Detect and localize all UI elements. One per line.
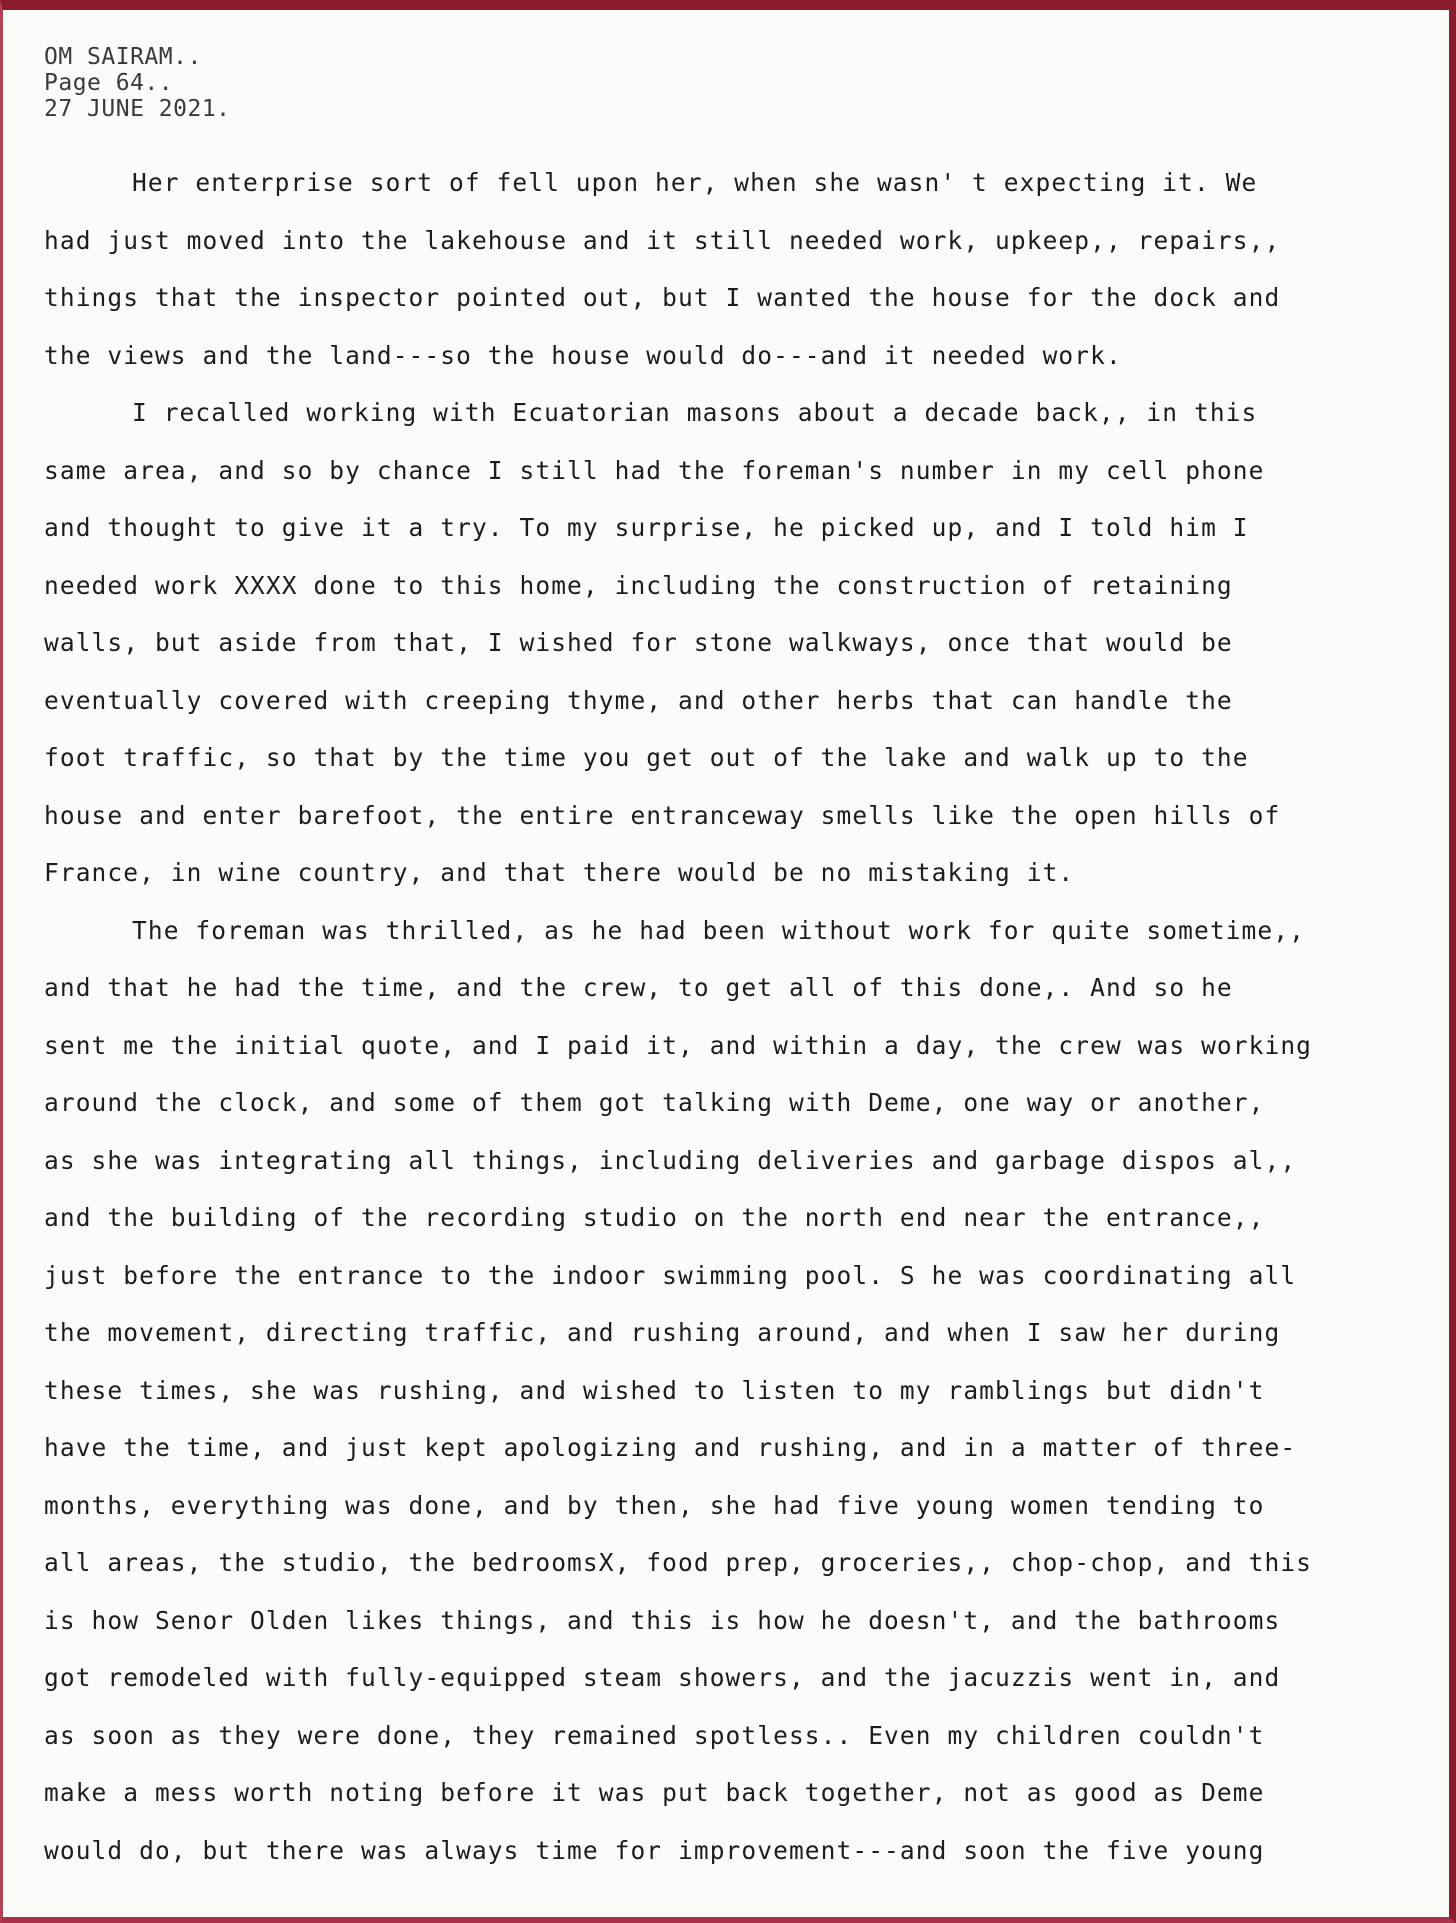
- text-line: as she was integrating all things, including deliveries and garbage dispos al,,: [44, 1145, 1297, 1175]
- text-line: eventually covered with creeping thyme, and other herbs that can handle the: [44, 685, 1233, 715]
- text-line: the movement, directing traffic, and rushing around, and when I saw her during: [44, 1318, 1281, 1347]
- header-line-1: OM SAIRAM..: [44, 44, 202, 70]
- text-line: house and enter barefoot, the entire entranceway smells like the open hills of: [44, 800, 1281, 830]
- page-header: [44, 44, 1424, 122]
- text-line: have the time, and just kept apologizing and rushing, and in a matter of three-: [44, 1433, 1297, 1462]
- text-line: make a mess worth noting before it was put back together, not as good as Deme: [44, 1778, 1265, 1807]
- page-number: Page 64..: [44, 70, 174, 96]
- body-text: [44, 154, 1424, 1879]
- text-line: and that he had the time, and the crew, to get all of this done,. And so he: [44, 973, 1233, 1002]
- text-line: The foreman was thrilled, as he had been without work for quite sometime,,: [132, 915, 1305, 945]
- text-line: is how Senor Olden likes things, and this is how he doesn't, and the bathrooms: [44, 1605, 1281, 1635]
- text-line: Her enterprise sort of fell upon her, when she wasn' t expecting it. We: [132, 168, 1258, 197]
- text-line: these times, she was rushing, and wished to listen to my ramblings but didn't: [44, 1375, 1265, 1405]
- text-line: months, everything was done, and by then, she had five young women tending to: [44, 1490, 1265, 1520]
- text-line: just before the entrance to the indoor swimming pool. S he was coordinating all: [44, 1260, 1297, 1290]
- text-line: foot traffic, so that by the time you get out of the lake and walk up to the: [44, 743, 1249, 772]
- text-line: things that the inspector pointed out, but I wanted the house for the dock and: [44, 283, 1281, 312]
- text-line: would do, but there was always time for improvement---and soon the five young: [44, 1835, 1265, 1865]
- text-line: the views and the land---so the house would do---and it needed work.: [44, 340, 1122, 370]
- text-line: needed work XXXX done to this home, including the construction of retaining: [44, 570, 1233, 600]
- text-line: and the building of the recording studio on the north end near the entrance,,: [44, 1203, 1265, 1232]
- typed-page: [44, 44, 1424, 1879]
- text-line: and thought to give it a try. To my surprise, he picked up, and I told him I: [44, 513, 1249, 542]
- text-line: I recalled working with Ecuatorian masons about a decade back,, in this: [132, 398, 1258, 427]
- text-line: same area, and so by chance I still had the foreman's number in my cell phone: [44, 455, 1265, 485]
- text-line: walls, but aside from that, I wished for stone walkways, once that would be: [44, 628, 1233, 657]
- text-line: all areas, the studio, the bedroomsX, food prep, groceries,, chop-chop, and this: [44, 1548, 1313, 1577]
- text-line: as soon as they were done, they remained spotless.. Even my children couldn't: [44, 1720, 1265, 1750]
- text-line: sent me the initial quote, and I paid it, and within a day, the crew was working: [44, 1030, 1313, 1060]
- text-line: France, in wine country, and that there would be no mistaking it.: [44, 858, 1075, 887]
- text-line: had just moved into the lakehouse and it still needed work, upkeep,, repairs,,: [44, 225, 1281, 255]
- text-line: around the clock, and some of them got talking with Deme, one way or another,: [44, 1088, 1265, 1117]
- text-line: got remodeled with fully-equipped steam showers, and the jacuzzis went in, and: [44, 1663, 1281, 1692]
- page-date: 27 JUNE 2021.: [44, 96, 231, 122]
